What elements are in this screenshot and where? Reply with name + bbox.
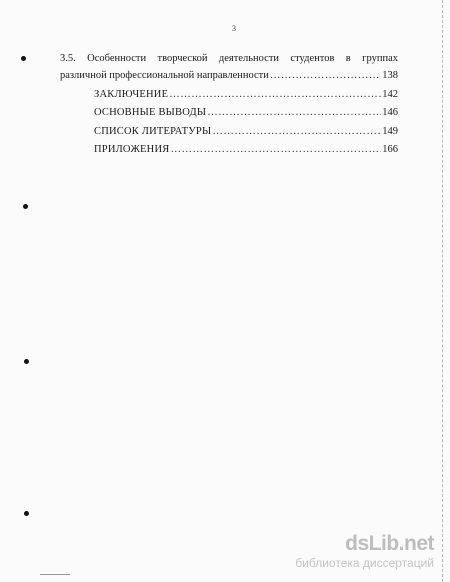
toc-entry-line — [60, 50, 398, 67]
dot-leader — [270, 67, 381, 86]
toc-entry — [60, 104, 398, 123]
toc-word: Особенности — [87, 53, 147, 64]
toc-entry-page: 142 — [382, 88, 398, 100]
toc-entry-page: 146 — [382, 107, 398, 118]
dot-leader — [207, 104, 381, 123]
toc-entry-label: ОСНОВНЫЕ ВЫВОДЫ — [94, 107, 207, 118]
toc-word: группах — [362, 53, 398, 64]
binder-hole — [23, 204, 28, 209]
page-edge — [441, 0, 443, 582]
watermark-brand: dsLib.net — [345, 532, 434, 555]
toc-entry — [60, 67, 398, 86]
dot-leader — [170, 141, 381, 160]
toc-entry-page: 138 — [382, 70, 398, 81]
toc-entry — [60, 141, 398, 160]
dot-leader — [169, 86, 381, 105]
binder-hole — [24, 511, 29, 516]
toc-word: деятельности — [218, 53, 280, 64]
toc-entry-label: ПРИЛОЖЕНИЯ — [94, 144, 170, 155]
binder-hole — [21, 56, 26, 61]
watermark-subtitle: библиотека диссертаций — [295, 556, 434, 570]
table-of-contents — [60, 50, 398, 160]
toc-entry — [60, 86, 398, 105]
page-number: 3 — [232, 24, 236, 33]
toc-entry — [60, 123, 398, 142]
toc-entry-heading — [60, 50, 398, 67]
toc-entry-label: ЗАКЛЮЧЕНИЕ — [94, 88, 169, 100]
toc-word: студентов — [290, 53, 335, 64]
scan-artifact-line — [40, 574, 70, 575]
toc-entry-label: СПИСОК ЛИТЕРАТУРЫ — [94, 125, 212, 137]
toc-word: 3.5. — [60, 53, 76, 64]
toc-entry-page: 166 — [382, 144, 398, 155]
site-watermark — [268, 532, 440, 576]
toc-entry-page: 149 — [382, 125, 398, 137]
dot-leader — [212, 123, 381, 142]
toc-entry-label: различной профессиональной направленности — [60, 70, 269, 81]
binder-hole — [24, 359, 29, 364]
toc-word: творческой — [157, 53, 208, 64]
toc-word: в — [345, 53, 351, 64]
